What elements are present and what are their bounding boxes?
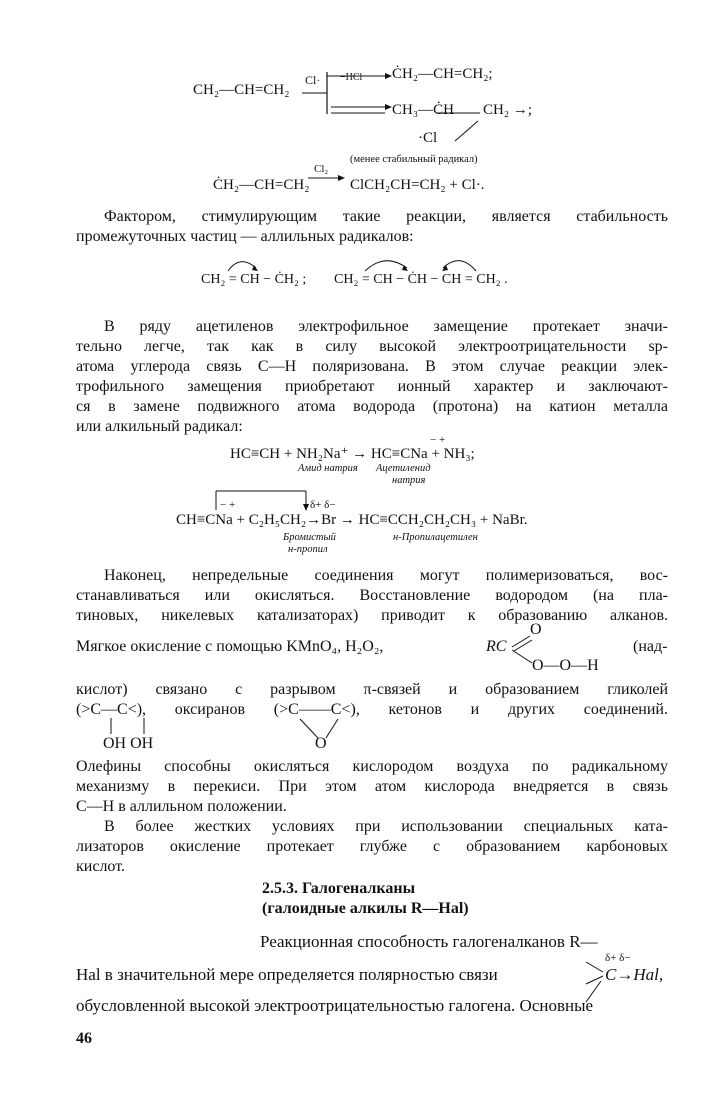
- text-line: Олефины способны окисляться кислородом воздуха по радикальному: [76, 758, 668, 775]
- section-title: 2.5.3. Галогеналканы: [262, 880, 416, 897]
- eq2-charges-right: δ+ δ−: [310, 499, 336, 511]
- haloalkanes-line3: обусловленной высокой электроотрицательностью галогена. Основные: [76, 996, 594, 1015]
- eq1-label-acetylide-2: натрия: [392, 475, 426, 486]
- oxirane-o: O: [315, 735, 327, 752]
- text-line: трофильного замещения приобретают ионный характер и заключают-: [76, 378, 668, 395]
- page-number: 46: [76, 1030, 92, 1047]
- haloalkanes-line1: Реакционная способность галогеналканов R—: [260, 932, 598, 951]
- scheme-product-top: ĊH₂—CH=CH₂;: [392, 66, 493, 82]
- text-line: С—Н в аллильном положении.: [76, 798, 287, 815]
- scheme-arrow-label: −HCl: [340, 72, 363, 83]
- peracid-chain: O—O—H: [532, 657, 599, 674]
- text-line: В ряду ацетиленов электрофильное замещение протекает значи-: [104, 318, 668, 335]
- allyl-radical: CH₂ = CH − ĊH₂ ;: [201, 272, 307, 287]
- text-line: или алкильный радикал:: [76, 418, 243, 435]
- scheme-reagent: Cl·: [305, 73, 321, 87]
- eq1-label-acetylide-1: Ацетиленид: [376, 463, 431, 474]
- pentadienyl-radical: CH₂ = CH − ĊH − CH = CH₂ .: [334, 272, 508, 287]
- text-line: станавливаться или окисляться. Восстановление водородом (на пла-: [76, 587, 668, 604]
- glycol-oh: OH OH: [103, 735, 154, 752]
- eq2-label-product: н-Пропилацетилен: [393, 532, 478, 543]
- equation-sodium-acetylide: HC≡CH + NH₂Na⁺ → HC≡CNa + NH₃;: [230, 446, 475, 462]
- eq2-label-bromide-2: н-пропил: [288, 544, 328, 555]
- equation-alkylation: CH≡CNa + C₂H₅CH₂→Br → HC≡CCH₂CH₂CH₃ + NaBr.: [176, 512, 528, 528]
- haloalkanes-line2: Hal в значительной мере определяется полярностью связи: [76, 965, 498, 984]
- peracid-o: O: [530, 621, 542, 638]
- section-subtitle: (галоидные алкилы R—Hal): [262, 900, 469, 917]
- scheme-reactant: CH₂—CH=CH₂: [193, 82, 290, 98]
- text-line: кислот) связано с разрывом π-связей и образованием гликолей: [76, 681, 668, 698]
- text-line: механизму в перекиси. При этом атом кислорода внедряется в связь: [76, 778, 668, 795]
- scheme-line2-reagent: Cl₂: [314, 163, 329, 175]
- scheme-cl-radical: ·Cl: [418, 130, 438, 146]
- text-line: атома углерода связь С—Н поляризована. В этом случае реакции элек-: [76, 358, 668, 375]
- oxidation-line1-end: (над-: [633, 638, 668, 655]
- text-line: (>C—C<), оксиранов (>C——C<), кетонов и других соединений.: [76, 701, 668, 718]
- text-line: кислот.: [76, 858, 125, 875]
- text-line: В более жестких условиях при использовании специальных ката-: [104, 818, 668, 835]
- text-line: промежуточных частиц — аллильных радикалов:: [76, 228, 414, 245]
- text-line: тельно легче, так как в силу высокой электроотрицательности sp-: [76, 338, 668, 355]
- scheme-product-bottom-right: CH₂ →;: [483, 102, 532, 118]
- peracid-r: RC: [486, 638, 507, 655]
- text-line: лизаторов окисление протекает глубже с образованием карбоновых: [76, 838, 668, 855]
- scheme-caption: (менее стабильный радикал): [350, 154, 478, 165]
- scheme-product-bottom-left: CH₃—ĊH: [392, 102, 454, 118]
- text-line: тиновых, никелевых катализаторах) приводит к образованию алканов.: [76, 607, 668, 624]
- bond-c-hal: C→Hal,: [605, 965, 664, 984]
- text-line: Фактором, стимулирующим такие реакции, является стабильность: [104, 208, 668, 225]
- eq1-charges: − +: [430, 434, 446, 446]
- text-line: ся в замене подвижного атома водорода (протона) на катион металла: [76, 398, 668, 415]
- bond-charges: δ+ δ−: [605, 952, 631, 964]
- oxidation-line1-start: Мягкое окисление с помощью KMnO₄, H₂O₂,: [76, 638, 384, 655]
- eq2-label-bromide-1: Бромистый: [283, 532, 336, 543]
- scheme-line2-left: ĊH₂—CH=CH₂: [213, 177, 310, 193]
- eq2-charges-left: − +: [220, 499, 236, 511]
- text-line: Наконец, непредельные соединения могут полимеризоваться, вос-: [104, 567, 668, 584]
- eq1-label-amide: Амид натрия: [298, 463, 358, 474]
- scheme-line2-right: ClCH₂CH=CH₂ + Cl·.: [350, 177, 485, 193]
